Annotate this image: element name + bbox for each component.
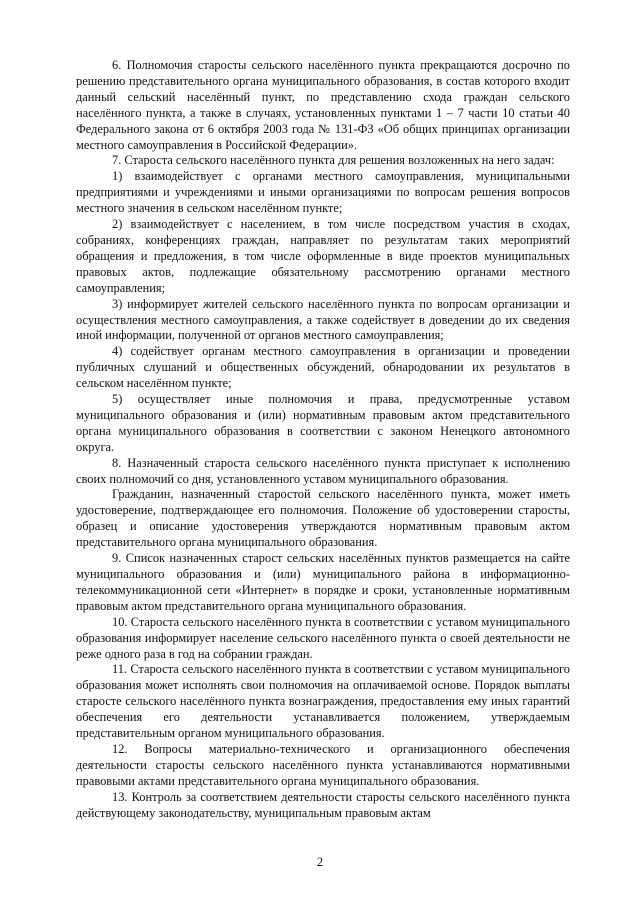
paragraph-6: 6. Полномочия старосты сельского населённого пункта прекращаются досрочно по решению представительного органа муниципального образования, в состав которого входит данный сельский населённый пункт, по представлению схода граждан сельского населённого пункта, а также в случаях, установленных пунктами 1 – 7 части 10 статьи 40 Федерального закона от 6 октября 2003 года № 131-ФЗ «Об общих принципах организации местного самоуправления в Российской Федерации». bbox=[76, 58, 570, 152]
paragraph-8: 8. Назначенный староста сельского населённого пункта приступает к исполнению своих полномочий со дня, установленного уставом муниципального образования. bbox=[76, 455, 570, 486]
paragraph-7-item-4: 4) содействует органам местного самоуправления в организации и проведении публичных слушаний и общественных обсуждений, обнародовании их результатов в сельском населённом пункте; bbox=[76, 344, 570, 391]
paragraph-7: 7. Староста сельского населённого пункта для решения возложенных на него задач: bbox=[112, 153, 555, 168]
paragraph-7-item-1: 1) взаимодействует с органами местного самоуправления, муниципальными предприятиями и учреждениями и иными организациями по вопросам решения вопросов местного значения в сельском населённом пункте; bbox=[76, 169, 570, 216]
paragraph-13: 13. Контроль за соответствием деятельности старосты сельского населённого пункта действующему законодательству, муниципальным правовым актам bbox=[76, 789, 570, 820]
paragraph-7-item-3: 3) информирует жителей сельского населённого пункта по вопросам организации и осуществления местного самоуправления, а также содействует в доведении до их сведения иной информации, полученной от органов местного самоуправления; bbox=[76, 296, 570, 343]
paragraph-12: 12. Вопросы материально-технического и организационного обеспечения деятельности старосты сельского населённого пункта устанавливаются нормативными правовыми актами представительного органа муниципального образования. bbox=[76, 741, 570, 788]
document-body bbox=[76, 58, 570, 822]
page-number: 2 bbox=[316, 855, 324, 869]
paragraph-7-item-2: 2) взаимодействует с населением, в том числе посредством участия в сходах, собраниях, конференциях граждан, направляет по результатам таких мероприятий обращения и предложения, в том числе оформленные в виде проектов муниципальных правовых актов, подлежащие обязательному рассмотрению органами местного самоуправления; bbox=[76, 217, 570, 295]
paragraph-8-certificate: Гражданин, назначенный старостой сельского населённого пункта, может иметь удостоверение, подтверждающее его полномочия. Положение об удостоверении старосты, образец и описание удостоверения утверждаются нормативным правовым актом представительного органа муниципального образования. bbox=[76, 487, 570, 550]
paragraph-9: 9. Список назначенных старост сельских населённых пунктов размещается на сайте муниципального образования и (или) муниципального района в информационно-телекоммуникационной сети «Интернет» в порядке и сроки, установленные нормативным правовым актом представительного органа муниципального образования. bbox=[76, 551, 570, 613]
paragraph-10: 10. Староста сельского населённого пункта в соответствии с уставом муниципального образования информирует население сельского населённого пункта о своей деятельности не реже одного раза в год на собрании граждан. bbox=[76, 614, 570, 661]
paragraph-11: 11. Староста сельского населённого пункта в соответствии с уставом муниципального образования может исполнять свои полномочия на оплачиваемой основе. Порядок выплаты старосте сельского населённого пункта вознаграждения, предоставления ему иных гарантий обеспечения его деятельности устанавливается положением, утверждаемым представительным органом муниципального образования. bbox=[76, 662, 570, 741]
paragraph-7-item-5: 5) осуществляет иные полномочия и права, предусмотренные уставом муниципального образования и (или) нормативным правовым актом представительного органа муниципального образования в соответствии с законом Ненецкого автономного округа. bbox=[76, 392, 570, 454]
